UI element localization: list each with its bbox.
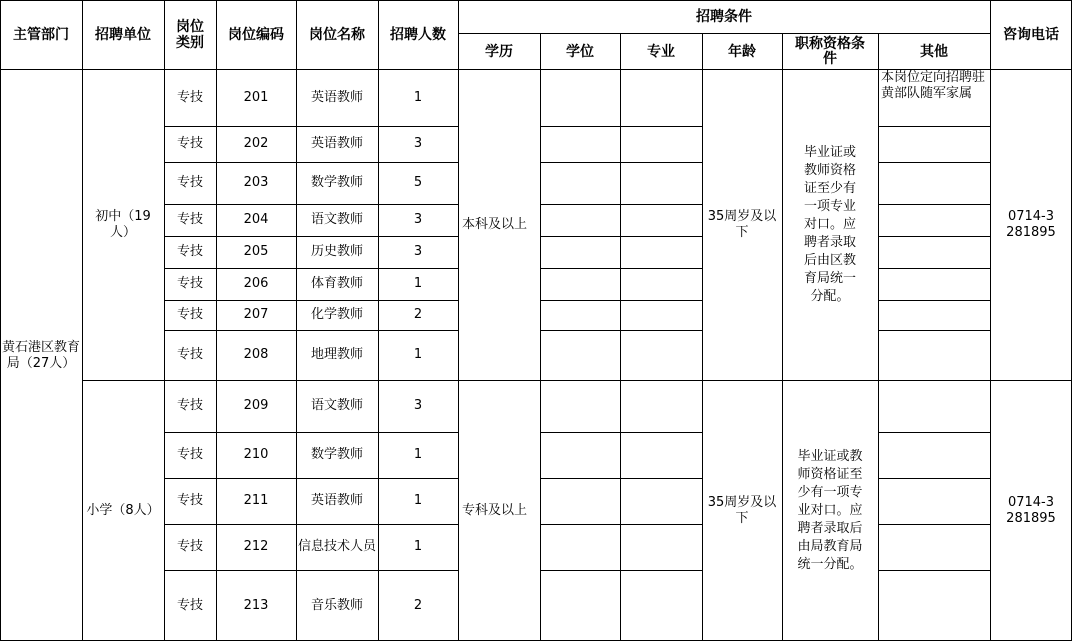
row-code: 202 (243, 136, 269, 151)
grid-line (378, 0, 379, 641)
row-category: 专技 (176, 398, 203, 413)
header-name: 岗位名称 (309, 27, 365, 43)
grid-line (878, 300, 990, 301)
row-category: 专技 (176, 90, 203, 105)
row-name: 英语教师 (310, 136, 363, 151)
grid-line (878, 126, 990, 127)
row-count: 1 (413, 347, 423, 362)
grid-line (0, 0, 1072, 1)
row-code: 205 (243, 244, 269, 259)
other-first-row: 本岗位定向招聘驻黄部队随军家属 (881, 70, 986, 101)
row-category: 专技 (176, 539, 203, 554)
header-title-qual: 职称资格条件 (795, 36, 865, 67)
row-count: 1 (413, 539, 423, 554)
row-category: 专技 (176, 347, 203, 362)
row-category: 专技 (176, 212, 203, 227)
row-code: 206 (243, 276, 269, 291)
grid-line (164, 300, 458, 301)
phone-primary: 0714-3281895 (1006, 494, 1056, 526)
row-category: 专技 (176, 244, 203, 259)
grid-line (878, 330, 990, 331)
row-code: 211 (243, 493, 269, 508)
grid-line (878, 478, 990, 479)
header-conditions: 招聘条件 (696, 9, 752, 25)
row-count: 3 (413, 136, 423, 151)
row-category: 专技 (176, 307, 203, 322)
education-primary: 专科及以上 (462, 502, 528, 518)
grid-line (540, 432, 702, 433)
grid-line (540, 330, 702, 331)
row-code: 203 (243, 175, 269, 190)
grid-line (164, 204, 458, 205)
row-name: 语文教师 (310, 212, 363, 227)
row-category: 专技 (176, 493, 203, 508)
grid-line (540, 300, 702, 301)
row-code: 213 (243, 597, 269, 613)
row-category: 专技 (176, 136, 203, 151)
qualification-junior-high: 毕业证或教师资格证至少有一项专业对口。应聘者录取后由区教育局统一分配。 (803, 145, 856, 304)
grid-line (82, 0, 83, 641)
row-category: 专技 (176, 597, 203, 613)
grid-line (782, 380, 878, 381)
row-count: 5 (413, 175, 423, 190)
grid-line (990, 0, 991, 641)
grid-line (540, 268, 702, 269)
row-count: 1 (413, 447, 423, 462)
row-category: 专技 (176, 175, 203, 190)
age-junior-high: 35周岁及以下 (707, 209, 777, 240)
grid-line (782, 33, 783, 641)
row-code: 209 (243, 398, 269, 413)
phone-junior-high: 0714-3281895 (1006, 209, 1056, 240)
age-primary: 35周岁及以下 (707, 494, 777, 526)
grid-line (216, 0, 217, 641)
header-dept: 主管部门 (13, 27, 69, 43)
row-code: 212 (243, 539, 269, 554)
grid-line (540, 524, 702, 525)
grid-line (540, 380, 702, 381)
grid-line (878, 524, 990, 525)
grid-line (878, 204, 990, 205)
header-age: 年龄 (728, 44, 756, 60)
grid-line (878, 380, 1072, 381)
grid-line (0, 69, 1072, 70)
grid-line (878, 432, 990, 433)
row-category: 专技 (176, 447, 203, 462)
row-code: 204 (243, 212, 269, 227)
row-name: 音乐教师 (310, 597, 363, 613)
header-category: 岗位类别 (176, 19, 204, 51)
header-phone: 咨询电话 (1003, 27, 1059, 43)
grid-line (0, 0, 1, 641)
row-name: 化学教师 (310, 307, 363, 322)
row-count: 2 (413, 307, 423, 322)
row-count: 3 (413, 212, 423, 227)
grid-line (164, 0, 165, 641)
grid-line (458, 380, 540, 381)
grid-line (878, 162, 990, 163)
row-name: 英语教师 (310, 90, 363, 105)
education-junior-high: 本科及以上 (462, 217, 528, 232)
grid-line (458, 0, 459, 641)
row-count: 3 (413, 244, 423, 259)
header-count: 招聘人数 (390, 27, 446, 43)
department-cell: 黄石港区教育局（27人） (2, 339, 81, 371)
grid-line (458, 33, 990, 34)
row-count: 3 (413, 398, 423, 413)
header-degree: 学位 (566, 44, 594, 60)
row-count: 1 (413, 493, 423, 508)
grid-line (620, 33, 621, 641)
header-other: 其他 (920, 44, 948, 60)
grid-line (540, 204, 702, 205)
grid-line (164, 330, 458, 331)
unit-junior-high: 初中（19人） (95, 209, 151, 240)
grid-line (878, 268, 990, 269)
row-name: 英语教师 (310, 493, 363, 508)
grid-line (702, 33, 703, 641)
row-code: 201 (243, 90, 269, 105)
grid-line (164, 162, 458, 163)
grid-line (164, 268, 458, 269)
grid-line (540, 236, 702, 237)
grid-line (296, 0, 297, 641)
grid-line (164, 126, 458, 127)
header-unit: 招聘单位 (95, 27, 151, 43)
grid-line (878, 33, 879, 641)
grid-line (540, 33, 541, 641)
unit-primary: 小学（8人） (86, 502, 160, 518)
grid-line (540, 478, 702, 479)
row-name: 体育教师 (310, 276, 363, 291)
row-code: 207 (243, 307, 269, 322)
grid-line (540, 126, 702, 127)
row-code: 208 (243, 347, 269, 362)
row-category: 专技 (176, 276, 203, 291)
grid-line (82, 380, 458, 381)
row-name: 地理教师 (310, 347, 363, 362)
grid-line (164, 478, 458, 479)
grid-line (878, 236, 990, 237)
grid-line (164, 432, 458, 433)
grid-line (540, 162, 702, 163)
header-education: 学历 (485, 44, 513, 60)
row-name: 语文教师 (310, 398, 363, 413)
grid-line (164, 570, 458, 571)
row-count: 2 (413, 597, 423, 613)
row-name: 历史教师 (310, 244, 363, 259)
header-major: 专业 (647, 44, 675, 60)
row-count: 1 (413, 90, 423, 105)
grid-line (164, 524, 458, 525)
row-name: 信息技术人员 (298, 539, 377, 554)
qualification-primary: 毕业证或教师资格证至少有一项专业对口。应聘者录取后由局教育局统一分配。 (797, 448, 863, 572)
grid-line (540, 570, 702, 571)
row-count: 1 (413, 276, 423, 291)
grid-line (702, 380, 782, 381)
header-code: 岗位编码 (228, 27, 284, 43)
grid-line (878, 570, 990, 571)
row-name: 数学教师 (310, 175, 363, 190)
row-name: 数学教师 (310, 447, 363, 462)
row-code: 210 (243, 447, 269, 462)
grid-line (164, 236, 458, 237)
